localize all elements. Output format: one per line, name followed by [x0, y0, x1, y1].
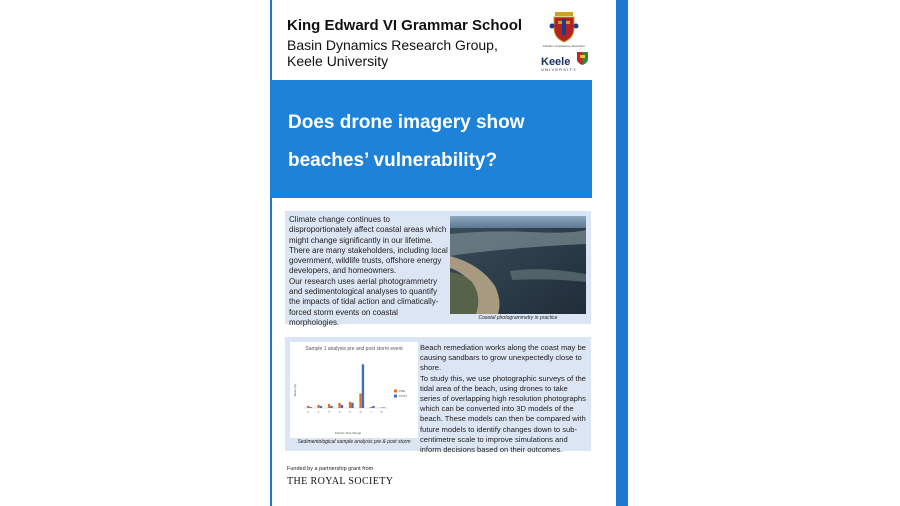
chart-tick-label: 8 [379, 409, 384, 414]
chart-tick-label: 5 [348, 409, 352, 414]
poster-left-edge [270, 0, 272, 506]
chart-bar-post-5 [351, 403, 353, 408]
chart-container [290, 342, 418, 438]
funding-note: Funded by a partnership grant from [287, 466, 374, 472]
school-name: King Edward VI Grammar School [287, 17, 523, 34]
chart-legend-label: POST [399, 394, 408, 398]
chart-legend-swatch [394, 390, 397, 393]
sediment-bar-chart [290, 342, 418, 438]
chart-bar-pre-8 [380, 407, 382, 408]
chart-bar-post-4 [341, 405, 343, 408]
chart-legend-swatch [394, 395, 397, 398]
research-group-line2: Keele University [287, 53, 389, 69]
chart-tick-label: 4 [337, 409, 342, 414]
chart-tick-label: 6 [358, 409, 363, 414]
keele-university-text: UNIVERSITY [541, 67, 578, 72]
chart-tick-label: 1 [306, 409, 310, 414]
research-group-line1: Basin Dynamics Research Group, [287, 37, 498, 53]
chart-bar-post-2 [320, 406, 322, 408]
poster-title-line1: Does drone imagery show [288, 112, 525, 133]
chart-bar-pre-3 [328, 404, 330, 408]
poster-title-line2: beaches’ vulnerability? [288, 150, 498, 171]
chart-bar-pre-7 [370, 407, 372, 408]
royal-society-logo: THE ROYAL SOCIETY [287, 476, 394, 487]
chart-bar-post-8 [383, 407, 385, 408]
chart-bar-pre-5 [349, 402, 351, 408]
chart-title: Sample 1 analysis pre and post storm event [305, 346, 403, 352]
coastal-drone-photo [450, 216, 586, 314]
poster-title [288, 104, 588, 180]
chart-legend-label: PRE [399, 389, 406, 393]
method-text: Beach remediation works along the coast may be causing sandbars to grow unexpectedly close to shore. To study this, we use photographic surveys of the tidal area of the beach, using drones to take series of overlapping high resolution photographs which can be converted into 3D models of the beach. These models can then be compared with future models to identify changes down to sub-centimetre scale to improve simulations and inform decisions based on their outcomes. [420, 343, 586, 455]
chart-bar-post-7 [372, 406, 374, 408]
keele-logo [541, 52, 589, 74]
chart-tick-label: 3 [327, 409, 331, 414]
chart-bar-pre-6 [359, 393, 361, 408]
chart-tick-label: 7 [369, 409, 373, 414]
research-group [287, 37, 498, 69]
intro-text: Climate change continues to disproportionately affect coastal areas which might change significantly in our lifetime. There are many stakeholders, including local government, wildlife trusts, offshore energy developers, and homeowners. Our research uses aerial photogrammetry and sedimentological analyses to quantify the impacts of tidal action and climatically-forced storm events on coastal morphologies. [289, 215, 448, 327]
chart-bar-pre-2 [317, 405, 319, 408]
poster-right-stripe [616, 0, 628, 506]
crest-motto: Fideliter, Amplissime, Excelsius [543, 44, 585, 48]
chart-bar-pre-1 [307, 406, 309, 408]
chart-bar-post-1 [309, 407, 311, 408]
chart-bar-post-3 [330, 406, 332, 408]
chart-tick-label: 2 [316, 409, 321, 414]
chart-bar-pre-4 [338, 403, 340, 408]
chart-bar-post-6 [362, 364, 364, 408]
chart-y-axis-label: Mass (%) [293, 383, 297, 397]
chart-caption: Sedimentological sample analysis pre & post storm [297, 439, 411, 445]
photo-caption: Coastal photogrammetry in practice [478, 315, 558, 321]
keele-shield-icon [577, 52, 588, 65]
keele-wordmark: Keele [541, 56, 571, 68]
school-crest-icon [549, 10, 579, 44]
chart-x-axis-label: Particle Size Range [334, 431, 362, 435]
